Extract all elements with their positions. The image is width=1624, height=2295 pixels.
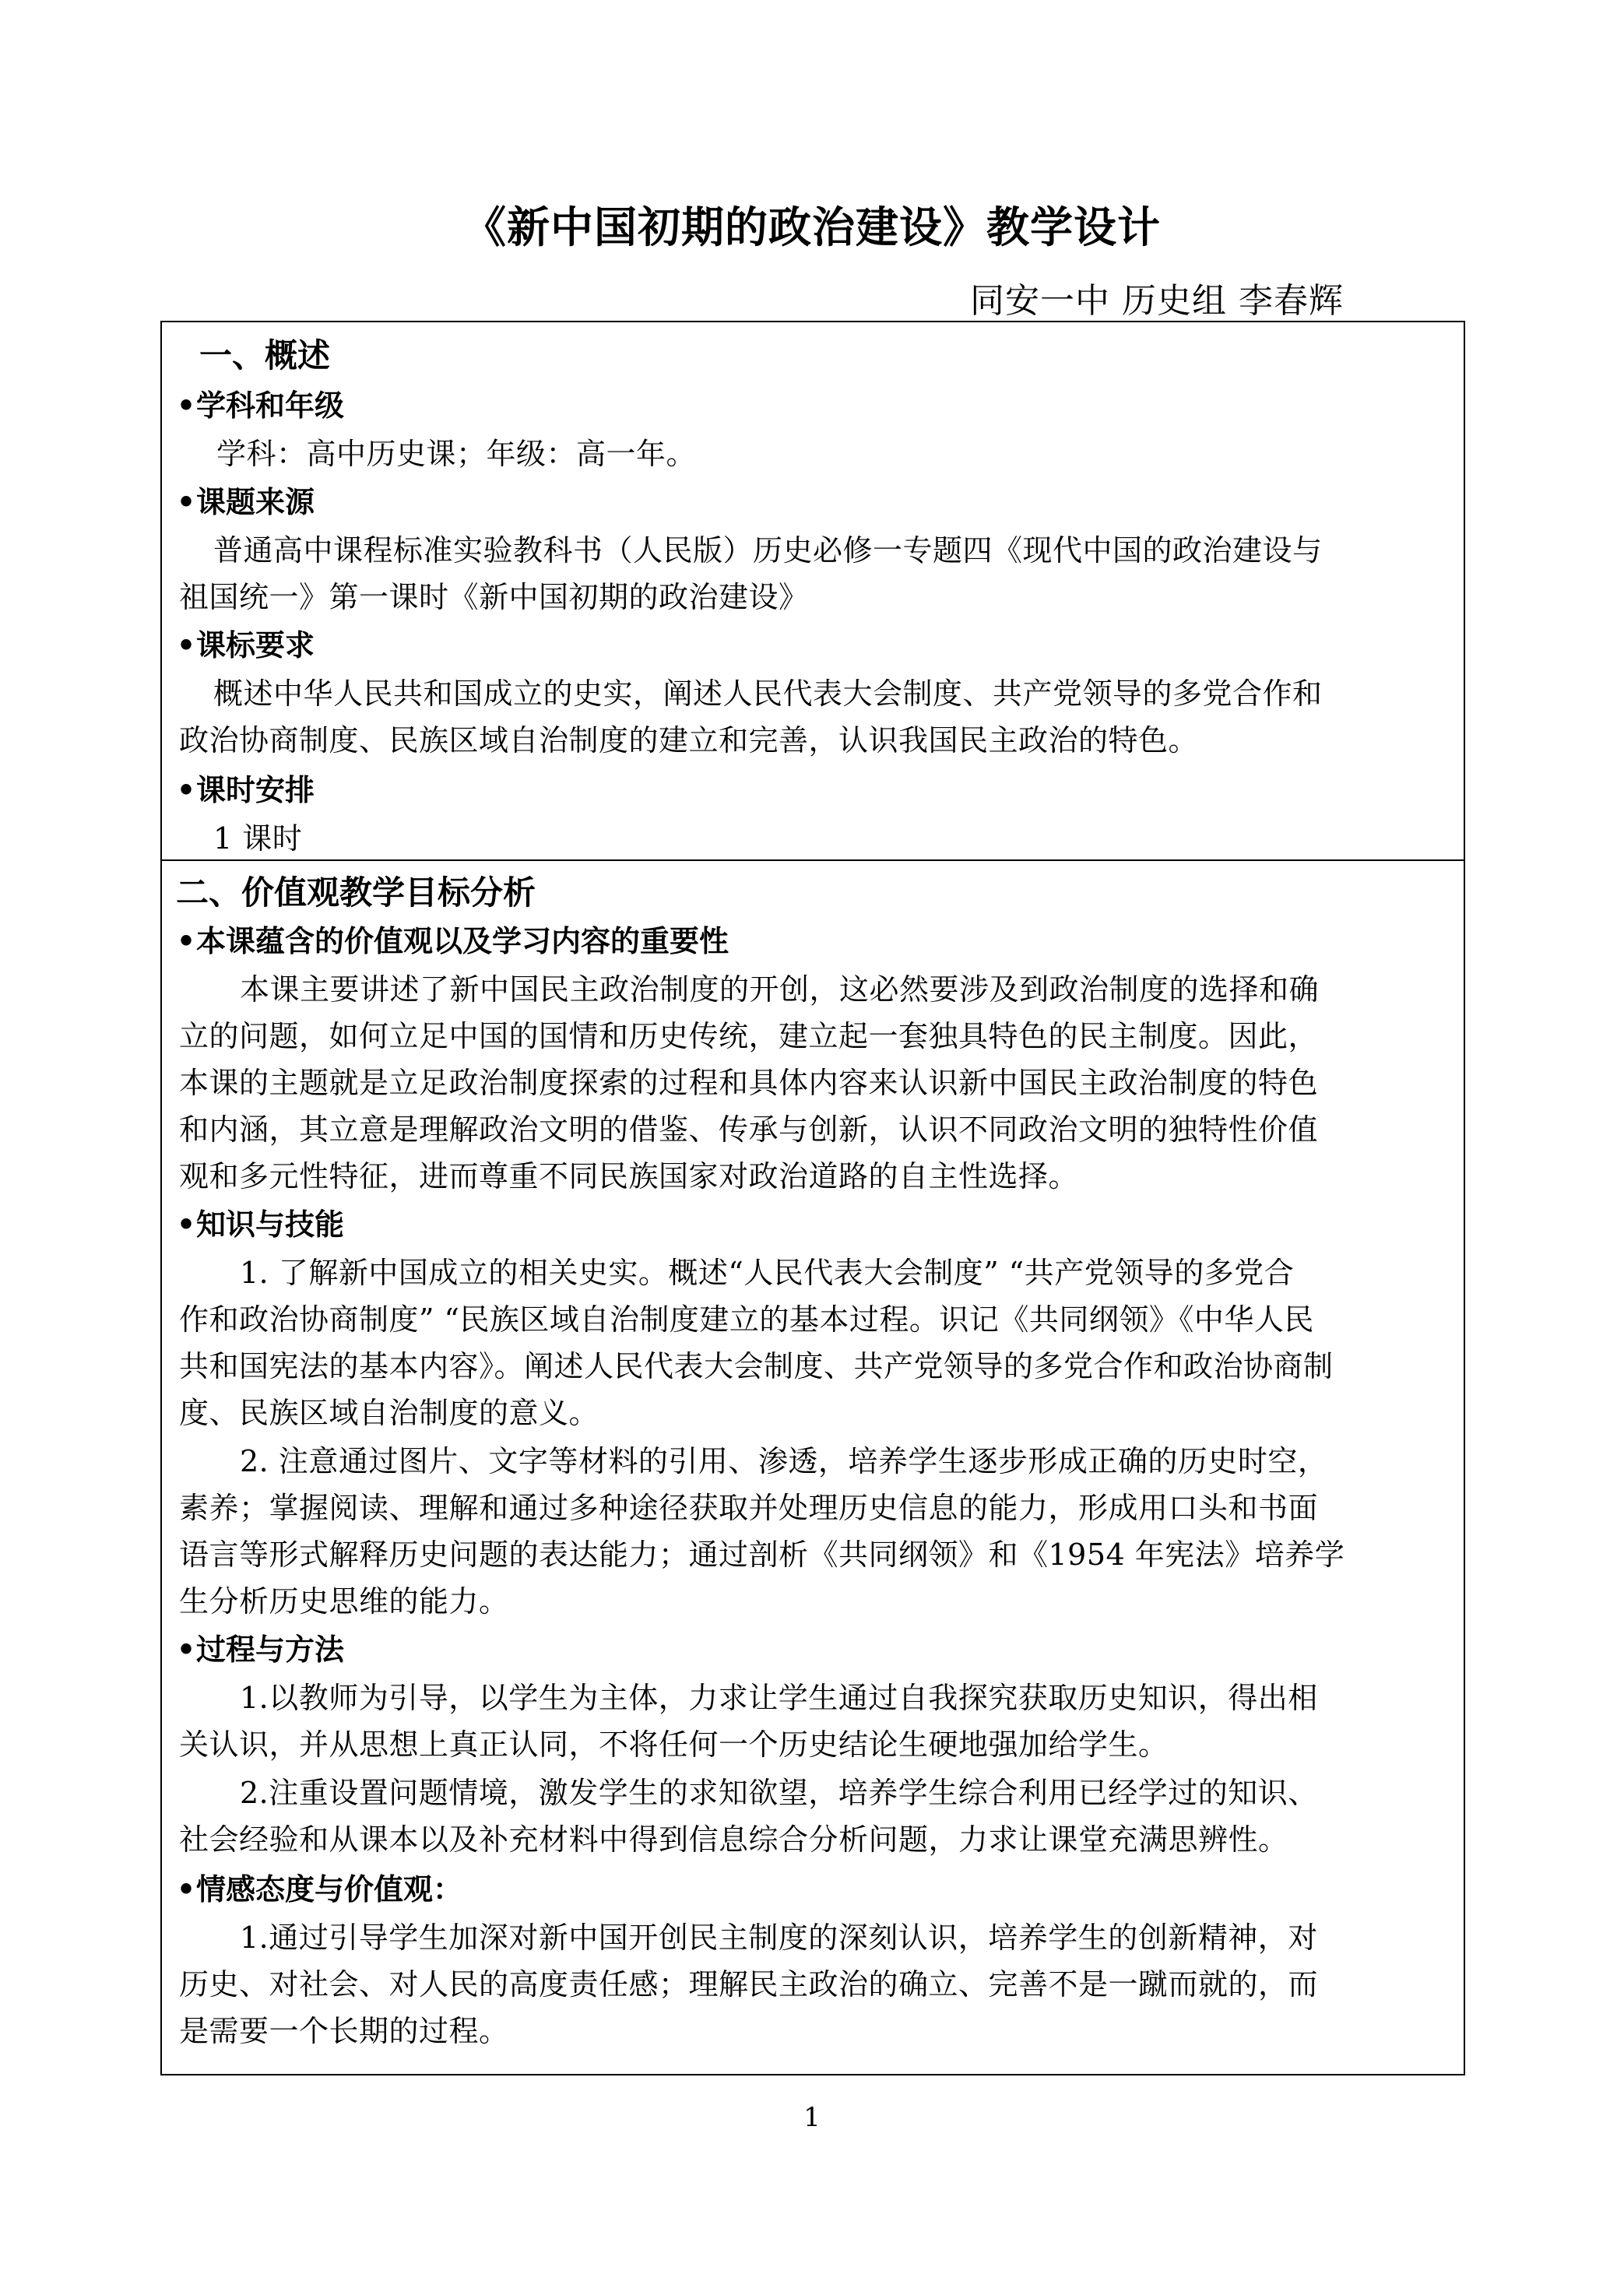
paragraph-line: 作和政治协商制度” “民族区域自治制度建立的基本过程。识记《共同纲领》《中华人民: [179, 1302, 1314, 1337]
paragraph-line: 政治协商制度、民族区域自治制度的建立和完善，认识我国民主政治的特色。: [179, 723, 1199, 757]
paragraph-line: 1. 了解新中国成立的相关史实。概述“人民代表大会制度” “共产党领导的多党合: [240, 1256, 1295, 1290]
bullet-icon: •: [176, 924, 196, 958]
paragraph-line: 素养；掌握阅读、理解和通过多种途径获取并处理历史信息的能力，形成用口头和书面: [179, 1491, 1319, 1525]
subheading-text: 学科和年级: [196, 388, 345, 423]
document-title: 《新中国初期的政治建设》教学设计: [462, 202, 1161, 252]
subheading-knowledge: [176, 1200, 1464, 1243]
bullet-icon: •: [176, 1633, 196, 1667]
subheading-text: 知识与技能: [196, 1207, 345, 1242]
subheading-text: 过程与方法: [196, 1633, 345, 1667]
paragraph-line: 学科：高中历史课；年级：高一年。: [216, 437, 697, 471]
paragraph-line: 祖国统一》第一课时《新中国初期的政治建设》: [179, 580, 809, 614]
subheading-text: 课时安排: [196, 773, 315, 807]
paragraph-line: 1 课时: [213, 821, 303, 856]
paragraph-line: 度、民族区域自治制度的意义。: [179, 1396, 599, 1430]
bullet-icon: •: [176, 1207, 196, 1242]
paragraph-line: 2. 注意通过图片、文字等材料的引用、渗透，培养学生逐步形成正确的历史时空，: [240, 1444, 1328, 1478]
paragraph-line: 社会经验和从课本以及补充材料中得到信息综合分析问题，力求让课堂充满思辨性。: [179, 1822, 1288, 1857]
paragraph-line: 本课主要讲述了新中国民主政治制度的开创，这必然要涉及到政治制度的选择和确: [240, 972, 1320, 1007]
paragraph-line: 共和国宪法的基本内容》。阐述人民代表大会制度、共产党领导的多党合作和政治协商制: [179, 1349, 1334, 1383]
subheading-schedule: [176, 766, 1464, 809]
paragraph-line: 和内涵，其立意是理解政治文明的借鉴、传承与创新，认识不同政治文明的独特性价值: [179, 1112, 1319, 1147]
subheading-text: 本课蕴含的价值观以及学习内容的重要性: [196, 924, 729, 958]
subheading-standard: [176, 621, 1464, 664]
paragraph-line: 普通高中课程标准实验教科书（人民版）历史必修一专题四《现代中国的政治建设与: [213, 533, 1323, 568]
paragraph-line: 1.通过引导学生加深对新中国开创民主制度的深刻认识，培养学生的创新精神，对: [240, 1921, 1318, 1955]
section-heading: 二、价值观教学目标分析: [176, 873, 536, 912]
paragraph-line: 概述中华人民共和国成立的史实，阐述人民代表大会制度、共产党领导的多党合作和: [213, 677, 1323, 711]
paragraph-line: 本课的主题就是立足政治制度探索的过程和具体内容来认识新中国民主政治制度的特色: [179, 1066, 1319, 1100]
paragraph-line: 立的问题，如何立足中国的国情和历史传统，建立起一套独具特色的民主制度。因此，: [179, 1019, 1319, 1053]
bullet-icon: •: [176, 388, 196, 423]
bullet-icon: •: [176, 485, 196, 519]
subheading-importance: [176, 917, 1464, 960]
author-line: 同安一中 历史组 李春辉: [970, 281, 1344, 321]
paragraph-line: 2.注重设置问题情境，激发学生的求知欲望，培养学生综合利用已经学过的知识、: [240, 1776, 1318, 1810]
subheading-source: [176, 478, 1464, 521]
subheading-emotion: [176, 1865, 1464, 1908]
paragraph-line: 关认识，并从思想上真正认同，不将任何一个历史结论生硬地强加给学生。: [179, 1727, 1169, 1762]
bullet-icon: •: [176, 1872, 196, 1907]
subheading-subject: [176, 381, 1464, 424]
section-heading: 一、概述: [199, 336, 331, 374]
paragraph-line: 生分析历史思维的能力。: [179, 1584, 509, 1618]
page-number: 1: [803, 2102, 821, 2133]
paragraph-line: 是需要一个长期的过程。: [179, 2014, 509, 2048]
paragraph-line: 1.以教师为引导，以学生为主体，力求让学生通过自我探究获取历史知识，得出相: [240, 1681, 1318, 1715]
section-value-goals: [160, 859, 1465, 2075]
paragraph-line: 历史、对社会、对人民的高度责任感；理解民主政治的确立、完善不是一蹴而就的，而: [179, 1967, 1319, 2002]
subheading-text: 情感态度与价值观：: [196, 1872, 463, 1907]
subheading-process: [176, 1625, 1464, 1668]
bullet-icon: •: [176, 773, 196, 807]
subheading-text: 课标要求: [196, 628, 315, 662]
paragraph-line: 语言等形式解释历史问题的表达能力；通过剖析《共同纲领》和《1954 年宪法》培养学: [179, 1538, 1345, 1572]
paragraph-line: 观和多元性特征，进而尊重不同民族国家对政治道路的自主性选择。: [179, 1159, 1079, 1193]
section-overview: [160, 321, 1465, 861]
bullet-icon: •: [176, 628, 196, 662]
subheading-text: 课题来源: [196, 485, 315, 519]
